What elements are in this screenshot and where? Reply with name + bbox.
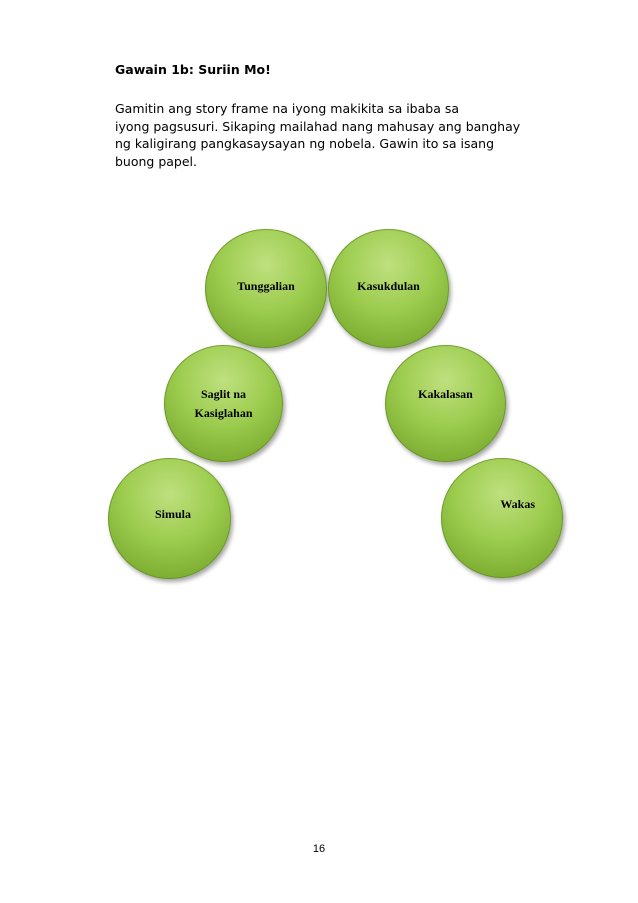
instructions-line: iyong pagsusuri. Sikaping mailahad nang mahusay ang banghay <box>115 118 521 134</box>
node-saglit-label-line1: Saglit na <box>200 387 246 401</box>
node-saglit-label-line2: Kasiglahan <box>194 406 253 420</box>
node-kakalasan-label: Kakalasan <box>418 387 473 401</box>
page-number: 16 <box>312 843 326 855</box>
node-tunggalian-label: Tunggalian <box>237 279 295 293</box>
activity-heading: Gawain 1b: Suriin Mo! <box>115 62 271 77</box>
instructions-line: Gamitin ang story frame na iyong makikita sa ibaba sa <box>115 101 460 116</box>
node-wakas <box>441 458 563 578</box>
node-simula-label: Simula <box>155 507 192 521</box>
node-wakas-label: Wakas <box>500 497 535 511</box>
instructions-line: buong papel. <box>115 153 198 169</box>
instructions-line: ng kaligirang pangkasaysayan ng nobela. Gawin ito sa isang <box>115 136 495 151</box>
node-kasukdulan-label: Kasukdulan <box>357 279 420 293</box>
instructions-paragraph <box>115 100 545 170</box>
